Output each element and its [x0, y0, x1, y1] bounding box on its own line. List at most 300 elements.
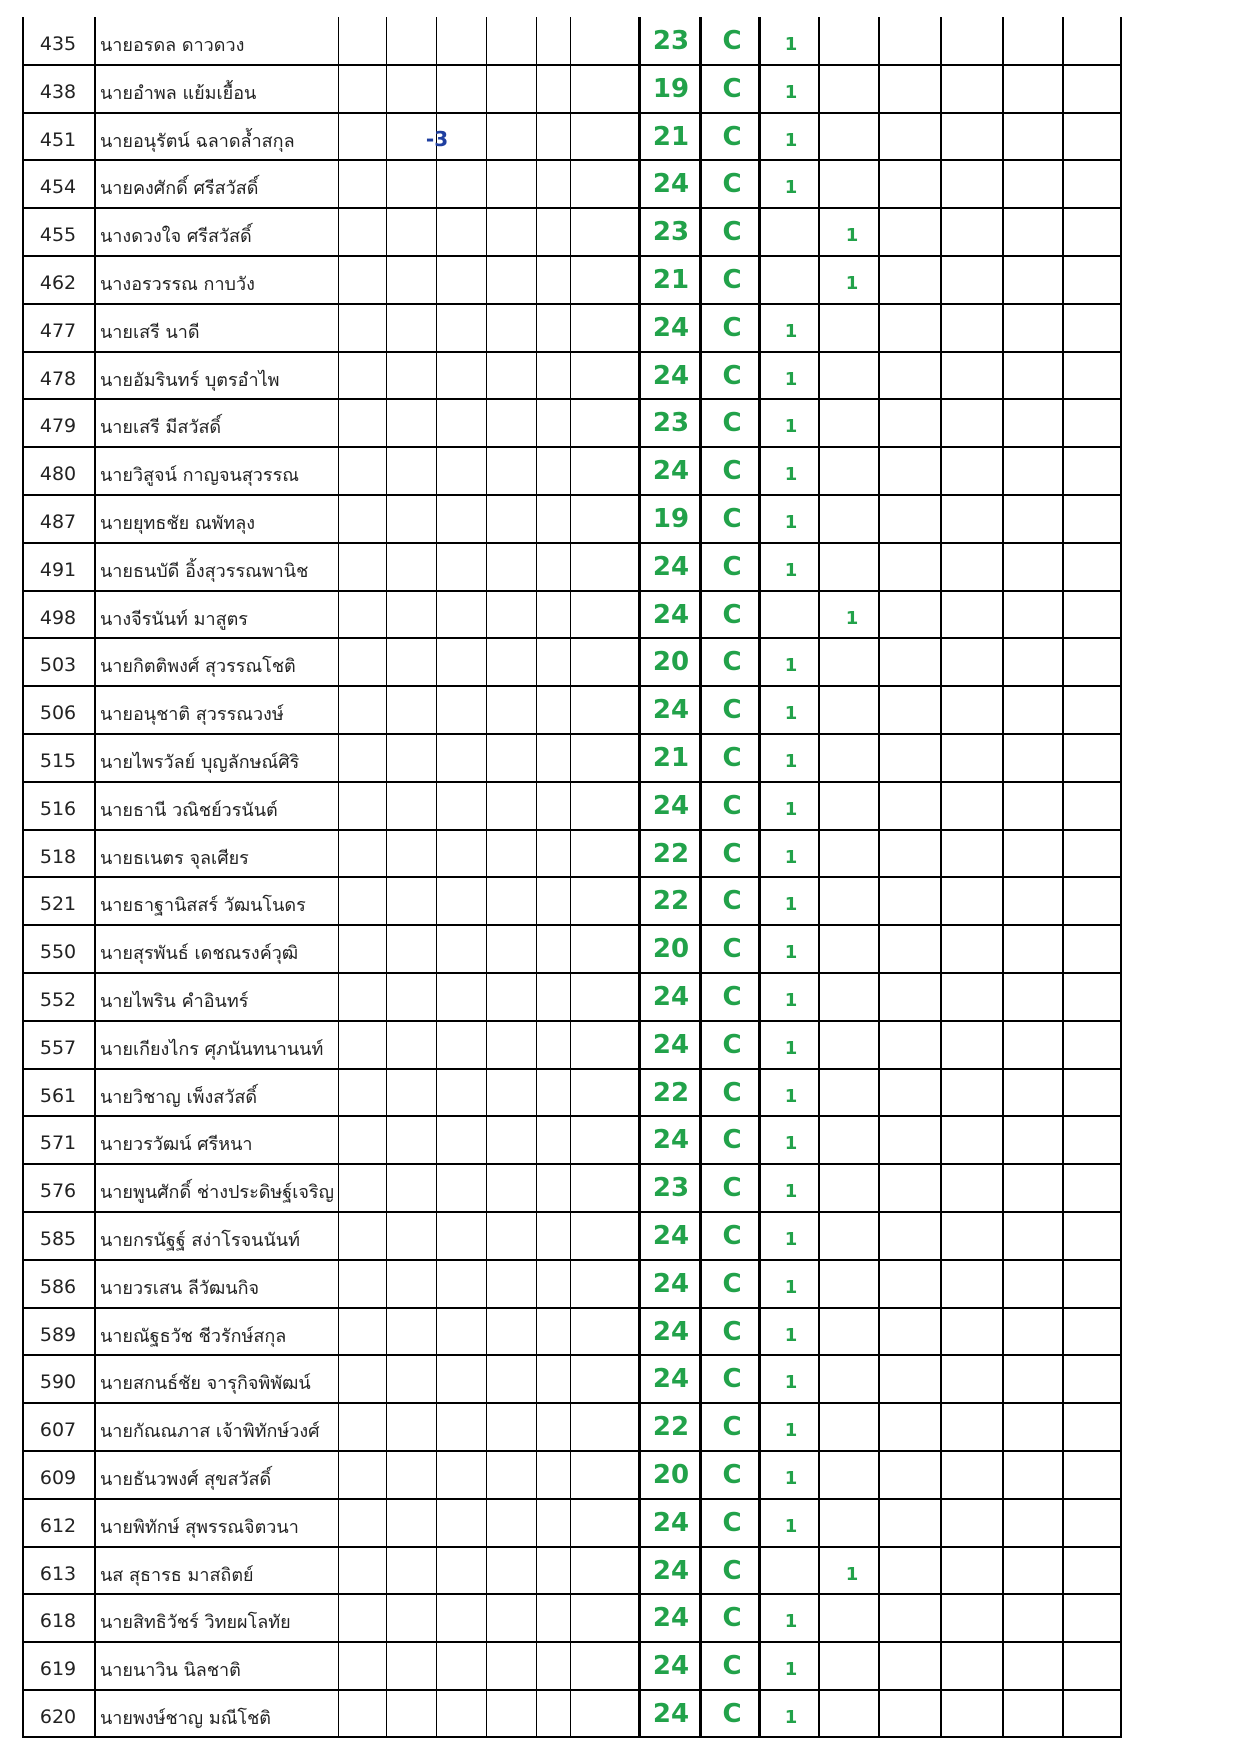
grid-row-line [22, 494, 1122, 496]
grid-row-line [22, 733, 1122, 735]
grid-row-line [22, 64, 1122, 66]
adjustment-value [410, 638, 464, 686]
flag-column-1: 1 [784, 846, 798, 868]
adjustment-value [410, 447, 464, 495]
student-name: นายอรดล ดาวดวง [100, 34, 245, 56]
flag-column-1: 1 [784, 415, 798, 437]
flag-column-1: 1 [784, 1132, 798, 1154]
flag-column-1: 1 [784, 33, 798, 55]
table-row [22, 1164, 1122, 1212]
score-value: 21 [652, 743, 690, 773]
student-name: นายยุทธชัย ณพัทลุง [100, 512, 256, 534]
flag-column-1: 1 [784, 1037, 798, 1059]
student-name: นายกรนัฐฐ์ สง่าโรจนนันท์ [100, 1229, 300, 1251]
flag-column-2 [822, 1403, 882, 1451]
flag-column-1: 1 [784, 798, 798, 820]
flag-column-1: 1 [784, 1180, 798, 1202]
student-name: นายวิชาญ เพ็งสวัสดิ์ [100, 1086, 258, 1108]
flag-column-2 [822, 543, 882, 591]
flag-column-2 [822, 65, 882, 113]
grid-row-line [22, 1593, 1122, 1595]
student-name: นายวิสูจน์ กาญจนสุวรรณ [100, 464, 299, 486]
score-value: 24 [652, 1317, 690, 1347]
adjustment-value [410, 1642, 464, 1690]
student-number: 550 [39, 941, 77, 963]
flag-column-2 [822, 782, 882, 830]
grid-row-line [22, 1068, 1122, 1070]
grid-row-line [22, 685, 1122, 687]
table-row [22, 830, 1122, 878]
adjustment-value [410, 591, 464, 639]
flag-column-1 [762, 591, 820, 639]
adjustment-value [410, 925, 464, 973]
table-row [22, 686, 1122, 734]
flag-column-2 [822, 638, 882, 686]
flag-column-1: 1 [784, 1706, 798, 1728]
student-name: นายเสรี มีสวัสดิ์ [100, 416, 222, 438]
student-name: นายสิทธิวัชร์ วิทยผโลทัย [100, 1611, 291, 1633]
flag-column-1: 1 [784, 1085, 798, 1107]
grid-row-line [22, 112, 1122, 114]
table-row [22, 1690, 1122, 1738]
adjustment-value [410, 1499, 464, 1547]
adjustment-value [410, 1403, 464, 1451]
table-row [22, 1642, 1122, 1690]
adjustment-value [410, 1308, 464, 1356]
flag-column-1: 1 [784, 81, 798, 103]
table-row [22, 113, 1122, 161]
flag-column-1: 1 [784, 511, 798, 533]
table-row [22, 352, 1122, 400]
student-number: 618 [39, 1610, 77, 1632]
score-value: 23 [652, 217, 690, 247]
flag-column-2 [822, 973, 882, 1021]
table-row [22, 1308, 1122, 1356]
flag-column-1: 1 [784, 1276, 798, 1298]
student-name: นายนาวิน นิลชาติ [100, 1659, 241, 1681]
score-value: 21 [652, 265, 690, 295]
grid-row-line [22, 1354, 1122, 1356]
grade-value: C [722, 1221, 742, 1251]
flag-column-2 [822, 447, 882, 495]
grade-value: C [722, 552, 742, 582]
student-number: 613 [39, 1563, 77, 1585]
student-name: นายคงศักดิ์ ศรีสวัสดิ์ [100, 177, 259, 199]
table-row [22, 1594, 1122, 1642]
student-number: 455 [39, 224, 77, 246]
student-number: 451 [39, 129, 77, 151]
score-value: 24 [652, 695, 690, 725]
student-name: นายธนบัดี อิ้งสุวรรณพานิช [100, 560, 309, 582]
flag-column-2 [822, 1116, 882, 1164]
score-value: 24 [652, 1269, 690, 1299]
grade-value: C [722, 1651, 742, 1681]
grid-row-line [22, 1163, 1122, 1165]
adjustment-value [410, 65, 464, 113]
student-name: นายกัณณภาส เจ้าพิทักษ์วงศ์ [100, 1420, 320, 1442]
student-number: 590 [39, 1371, 77, 1393]
score-value: 24 [652, 600, 690, 630]
flag-column-2: 1 [845, 1563, 859, 1585]
student-name: นายพิทักษ์ สุพรรณจิตวนา [100, 1516, 299, 1538]
flag-column-2 [822, 1594, 882, 1642]
student-name: นายธาฐานิสสร์ วัฒนโนดร [100, 894, 306, 916]
flag-column-1: 1 [784, 1324, 798, 1346]
table-row [22, 1547, 1122, 1595]
flag-column-1: 1 [784, 1515, 798, 1537]
grade-value: C [722, 1460, 742, 1490]
grade-value: C [722, 265, 742, 295]
flag-column-1 [762, 208, 820, 256]
adjustment-value [410, 1260, 464, 1308]
flag-column-1: 1 [784, 1658, 798, 1680]
student-name: นายกิตติพงศ์ สุวรรณโชติ [100, 655, 296, 677]
flag-column-2 [822, 1355, 882, 1403]
flag-column-2 [822, 1690, 882, 1738]
flag-column-2 [822, 304, 882, 352]
grid-row-line [22, 1402, 1122, 1404]
grade-value: C [722, 26, 742, 56]
student-number: 515 [39, 750, 77, 772]
table-row [22, 782, 1122, 830]
student-number: 612 [39, 1515, 77, 1537]
student-number: 498 [39, 607, 77, 629]
student-number: 607 [39, 1419, 77, 1441]
flag-column-2 [822, 1212, 882, 1260]
flag-column-2 [822, 1451, 882, 1499]
student-name: นายไพรวัลย์ บุญลักษณ์ศิริ [100, 751, 300, 773]
flag-column-2 [822, 1069, 882, 1117]
grid-row-line [22, 1450, 1122, 1452]
grade-value: C [722, 600, 742, 630]
grade-value: C [722, 743, 742, 773]
score-sheet [22, 17, 1122, 1738]
score-value: 23 [652, 1173, 690, 1203]
score-value: 23 [652, 26, 690, 56]
score-value: 24 [652, 1556, 690, 1586]
student-name: นายอนุชาติ สุวรรณวงษ์ [100, 703, 284, 725]
student-number: 438 [39, 81, 77, 103]
flag-column-1: 1 [784, 320, 798, 342]
adjustment-value [410, 256, 464, 304]
grid-row-line [22, 1498, 1122, 1500]
flag-column-2 [822, 925, 882, 973]
flag-column-2 [822, 113, 882, 161]
student-number: 454 [39, 176, 77, 198]
student-name: นายณัฐธวัช ชีวรักษ์สกุล [100, 1325, 287, 1347]
score-value: 23 [652, 408, 690, 438]
adjustment-value [410, 1164, 464, 1212]
grid-row-line [22, 255, 1122, 257]
grid-row-line [22, 542, 1122, 544]
flag-column-1: 1 [784, 1610, 798, 1632]
table-row [22, 65, 1122, 113]
score-value: 24 [652, 169, 690, 199]
grade-value: C [722, 217, 742, 247]
flag-column-1 [762, 256, 820, 304]
adjustment-value [410, 1355, 464, 1403]
flag-column-1: 1 [784, 702, 798, 724]
grade-value: C [722, 313, 742, 343]
flag-column-2 [822, 1642, 882, 1690]
flag-column-1: 1 [784, 654, 798, 676]
student-name: นายธานี วณิชย์วรนันต์ [100, 799, 278, 821]
table-row [22, 591, 1122, 639]
flag-column-2 [822, 1308, 882, 1356]
score-value: 24 [652, 1651, 690, 1681]
score-value: 19 [652, 504, 690, 534]
adjustment-value [410, 1069, 464, 1117]
score-value: 24 [652, 982, 690, 1012]
table-row [22, 1355, 1122, 1403]
student-name: นายพูนศักดิ์ ช่างประดิษฐ์เจริญ [100, 1181, 334, 1203]
grade-value: C [722, 934, 742, 964]
flag-column-2 [822, 352, 882, 400]
student-name: นางอรวรรณ กาบวัง [100, 273, 255, 295]
student-name: นายวรเสน ลีวัฒนกิจ [100, 1277, 260, 1299]
table-row [22, 1403, 1122, 1451]
grid-row-line [22, 351, 1122, 353]
grid-row-line [22, 1689, 1122, 1691]
grade-value: C [722, 982, 742, 1012]
student-number: 571 [39, 1132, 77, 1154]
student-name: นายพงษ์ชาญ มณีโชติ [100, 1707, 271, 1729]
flag-column-1: 1 [784, 750, 798, 772]
grade-value: C [722, 1508, 742, 1538]
grade-value: C [722, 1030, 742, 1060]
table-row [22, 304, 1122, 352]
score-value: 22 [652, 839, 690, 869]
flag-column-1: 1 [784, 559, 798, 581]
flag-column-2 [822, 17, 882, 65]
grade-value: C [722, 1556, 742, 1586]
table-row [22, 1499, 1122, 1547]
table-row [22, 208, 1122, 256]
student-name: นายธันวพงศ์ สุขสวัสดิ์ [100, 1468, 272, 1490]
student-number: 478 [39, 368, 77, 390]
student-number: 586 [39, 1276, 77, 1298]
adjustment-value [410, 830, 464, 878]
score-value: 24 [652, 1364, 690, 1394]
grade-value: C [722, 122, 742, 152]
flag-column-1 [762, 1547, 820, 1595]
student-number: 609 [39, 1467, 77, 1489]
score-value: 20 [652, 647, 690, 677]
adjustment-value [410, 543, 464, 591]
grade-value: C [722, 647, 742, 677]
grid-row-line [22, 1641, 1122, 1643]
score-value: 24 [652, 1030, 690, 1060]
score-value: 24 [652, 1699, 690, 1729]
adjustment-value [410, 352, 464, 400]
table-row [22, 1116, 1122, 1164]
adjustment-value [410, 495, 464, 543]
flag-column-2 [822, 1499, 882, 1547]
grid-row-line [22, 398, 1122, 400]
student-number: 516 [39, 798, 77, 820]
grid-row-line [22, 303, 1122, 305]
student-name: นายอำพล แย้มเยื้อน [100, 82, 257, 104]
table-row [22, 160, 1122, 208]
table-row [22, 1260, 1122, 1308]
grid-row-line [22, 1546, 1122, 1548]
grade-value: C [722, 1173, 742, 1203]
flag-column-2 [822, 160, 882, 208]
grid-row-line [22, 637, 1122, 639]
score-value: 19 [652, 74, 690, 104]
grid-row-line [22, 1211, 1122, 1213]
flag-column-2 [822, 495, 882, 543]
student-name: นางดวงใจ ศรีสวัสดิ์ [100, 225, 252, 247]
table-row [22, 256, 1122, 304]
score-value: 24 [652, 1508, 690, 1538]
grade-value: C [722, 1317, 742, 1347]
grid-row-line [22, 1259, 1122, 1261]
student-number: 462 [39, 272, 77, 294]
grid-bottom-line [22, 1736, 1122, 1738]
adjustment-value [410, 877, 464, 925]
flag-column-2: 1 [845, 224, 859, 246]
grid-row-line [22, 781, 1122, 783]
grade-value: C [722, 839, 742, 869]
score-value: 21 [652, 122, 690, 152]
grade-value: C [722, 408, 742, 438]
grade-value: C [722, 74, 742, 104]
grid-row-line [22, 972, 1122, 974]
student-name: นายอนุรัตน์ ฉลาดล้ำสกุล [100, 130, 295, 152]
flag-column-1: 1 [784, 129, 798, 151]
grade-value: C [722, 456, 742, 486]
adjustment-value: -3 [425, 127, 449, 151]
flag-column-1: 1 [784, 368, 798, 390]
adjustment-value [410, 304, 464, 352]
student-number: 561 [39, 1085, 77, 1107]
flag-column-2 [822, 686, 882, 734]
grade-value: C [722, 791, 742, 821]
adjustment-value [410, 399, 464, 447]
flag-column-2 [822, 830, 882, 878]
student-number: 518 [39, 846, 77, 868]
student-name: นายไพริน คำอินทร์ [100, 990, 249, 1012]
table-row [22, 1021, 1122, 1069]
adjustment-value [410, 973, 464, 1021]
table-row [22, 495, 1122, 543]
student-name: นายธเนตร จุลเศียร [100, 847, 249, 869]
student-number: 552 [39, 989, 77, 1011]
table-row [22, 638, 1122, 686]
flag-column-2: 1 [845, 272, 859, 294]
score-value: 22 [652, 1412, 690, 1442]
student-number: 479 [39, 415, 77, 437]
table-row [22, 1069, 1122, 1117]
flag-column-2 [822, 1164, 882, 1212]
grid-row-line [22, 1307, 1122, 1309]
grade-value: C [722, 1412, 742, 1442]
student-name: นายสกนธ์ชัย จารุกิจพิพัฒน์ [100, 1372, 311, 1394]
adjustment-value [410, 686, 464, 734]
grid-row-line [22, 1115, 1122, 1117]
flag-column-2 [822, 1260, 882, 1308]
table-row [22, 973, 1122, 1021]
score-value: 22 [652, 1078, 690, 1108]
table-row [22, 447, 1122, 495]
grade-value: C [722, 1078, 742, 1108]
student-name: นายเสรี นาดี [100, 321, 200, 343]
grid-row-line [22, 829, 1122, 831]
score-value: 24 [652, 361, 690, 391]
flag-column-1: 1 [784, 989, 798, 1011]
grade-value: C [722, 1364, 742, 1394]
table-row [22, 543, 1122, 591]
flag-column-2: 1 [845, 607, 859, 629]
table-row [22, 925, 1122, 973]
adjustment-value [410, 1451, 464, 1499]
grid-row-line [22, 924, 1122, 926]
grade-value: C [722, 1269, 742, 1299]
grade-value: C [722, 695, 742, 725]
student-number: 435 [39, 33, 77, 55]
grid-row-line [22, 1020, 1122, 1022]
student-number: 491 [39, 559, 77, 581]
student-number: 506 [39, 702, 77, 724]
grade-value: C [722, 1699, 742, 1729]
score-value: 24 [652, 1221, 690, 1251]
score-value: 24 [652, 552, 690, 582]
score-value: 24 [652, 456, 690, 486]
student-number: 619 [39, 1658, 77, 1680]
grade-value: C [722, 504, 742, 534]
student-number: 620 [39, 1706, 77, 1728]
flag-column-1: 1 [784, 1228, 798, 1250]
flag-column-2 [822, 877, 882, 925]
flag-column-1: 1 [784, 893, 798, 915]
adjustment-value [410, 1547, 464, 1595]
adjustment-value [410, 734, 464, 782]
student-name: นางจีรนันท์ มาสูตร [100, 608, 248, 630]
student-number: 585 [39, 1228, 77, 1250]
score-value: 24 [652, 791, 690, 821]
flag-column-1: 1 [784, 941, 798, 963]
student-number: 487 [39, 511, 77, 533]
student-name: นายอัมรินทร์ บุตรอำไพ [100, 369, 280, 391]
grid-row-line [22, 876, 1122, 878]
grade-value: C [722, 886, 742, 916]
flag-column-2 [822, 734, 882, 782]
student-name: นายสุรพันธ์ เดชณรงค์วุฒิ [100, 942, 299, 964]
table-row [22, 399, 1122, 447]
flag-column-2 [822, 399, 882, 447]
grid-row-line [22, 159, 1122, 161]
student-number: 521 [39, 893, 77, 915]
grid-row-line [22, 446, 1122, 448]
table-row [22, 17, 1122, 65]
score-value: 24 [652, 1125, 690, 1155]
score-value: 22 [652, 886, 690, 916]
student-number: 557 [39, 1037, 77, 1059]
student-number: 503 [39, 654, 77, 676]
student-name: นายเกียงไกร ศุภนันทนานนท์ [100, 1038, 324, 1060]
grade-value: C [722, 361, 742, 391]
score-value: 20 [652, 934, 690, 964]
table-row [22, 734, 1122, 782]
flag-column-2 [822, 1021, 882, 1069]
adjustment-value [410, 1212, 464, 1260]
table-row [22, 877, 1122, 925]
flag-column-1: 1 [784, 1467, 798, 1489]
adjustment-value [410, 1021, 464, 1069]
adjustment-value [410, 1116, 464, 1164]
score-value: 24 [652, 1603, 690, 1633]
